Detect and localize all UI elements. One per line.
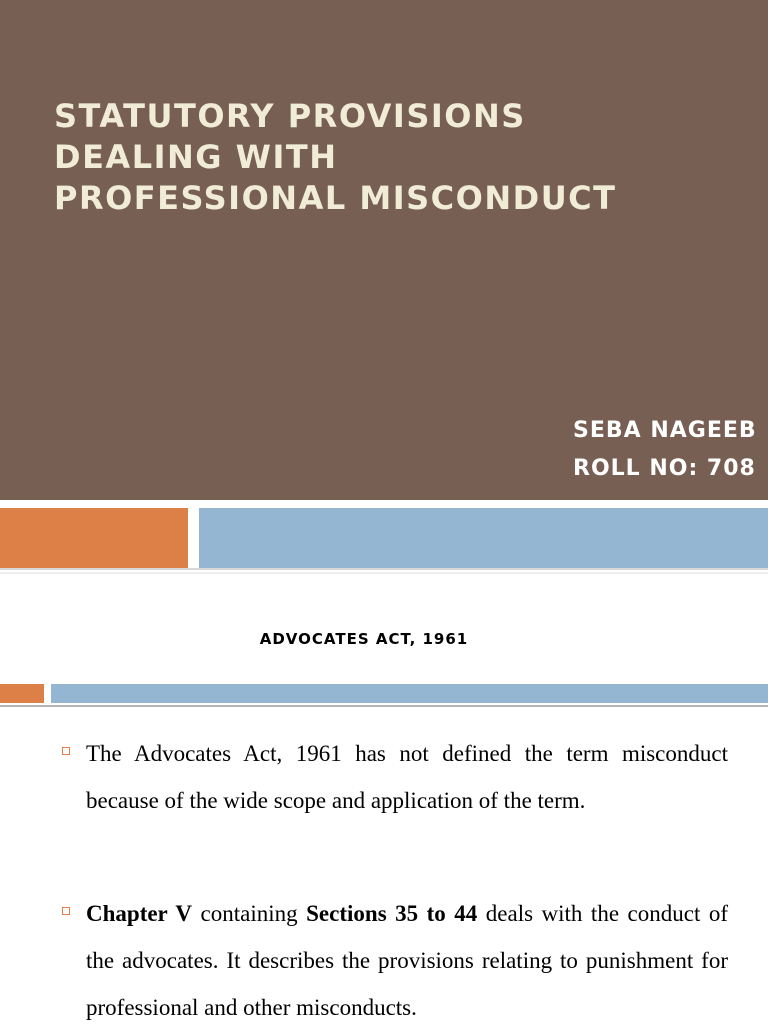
bullet-text: The Advocates Act, 1961 has not defined the term misconduct because of the wide scope and application of the term. xyxy=(86,741,728,813)
bullet-text-part-2: deals with the conduct of the advocates. It describes the provisions relating to punishment for professional and other misconducts. xyxy=(86,901,728,1020)
square-bullet-icon xyxy=(62,747,70,755)
heading-accent-orange xyxy=(0,684,44,703)
bullet-list xyxy=(0,730,768,1024)
slide-title-line-1: STATUTORY PROVISIONS xyxy=(54,97,526,135)
bold-sections: Sections 35 to 44 xyxy=(306,901,478,926)
section-heading: ADVOCATES ACT, 1961 xyxy=(259,630,469,648)
slide-title xyxy=(54,96,694,219)
accent-bar-shadow xyxy=(0,568,768,570)
accent-bar-orange xyxy=(0,508,188,568)
slide-title-line-2: DEALING WITH xyxy=(54,138,338,176)
title-slide xyxy=(0,0,768,500)
accent-bar-blue xyxy=(199,508,768,568)
heading-accent-blue xyxy=(51,684,768,703)
square-bullet-icon xyxy=(62,907,70,915)
title-divider xyxy=(0,500,768,506)
heading-accent-line xyxy=(0,705,768,707)
author-name: SEBA NAGEEB xyxy=(573,418,757,443)
bullet-text-part-1: containing xyxy=(192,901,307,926)
bullet-item-1 xyxy=(0,730,768,824)
bold-chapter: Chapter V xyxy=(86,901,193,926)
roll-number: ROLL NO: 708 xyxy=(573,456,756,481)
slide-title-line-3: PROFESSIONAL MISCONDUCT xyxy=(54,179,617,217)
bullet-item-2 xyxy=(0,890,768,1024)
slide-separator xyxy=(0,572,768,574)
author-block xyxy=(573,412,768,488)
